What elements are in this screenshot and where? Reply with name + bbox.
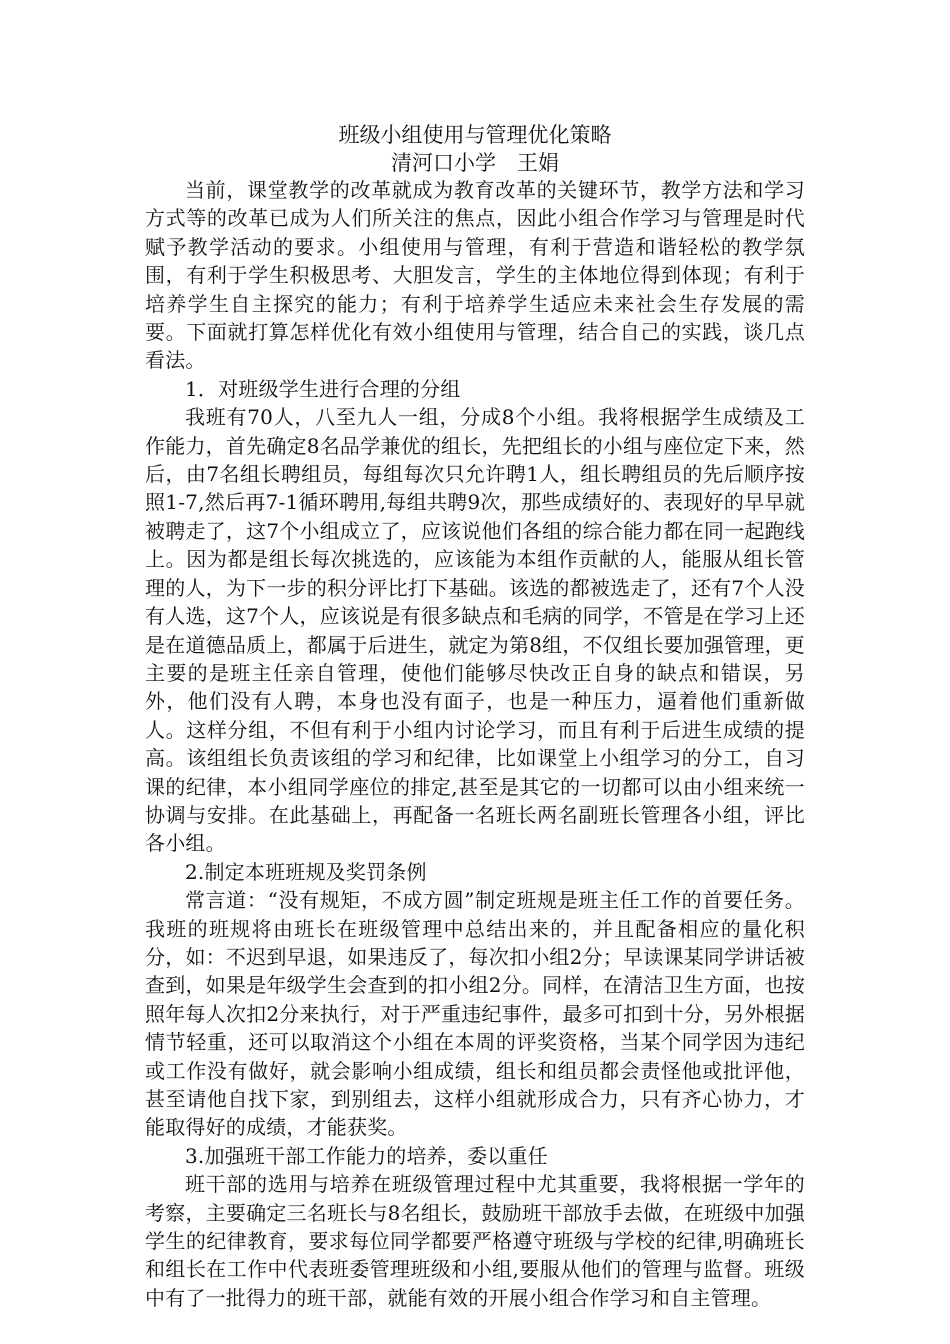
document-author: 清河口小学 王娟 (391, 151, 559, 175)
section-1-paragraph: 我班有70人，八至九人一组，分成8个小组。我将根据学生成绩及工作能力，首先确定8名品学兼优的组长，先把组长的小组与座位定下来，然后，由7名组长聘组员，每组每次只允许聘1人，组长聘组员的先后顺序按照1-7,然后再7-1循环聘用,每组共聘9次，那些成绩好的、表现好的早早就被聘走了，这7个小组成立了，应该说他们各组的综合能力都在同一起跑线上。因为都是组长每次挑选的，应该能为本组作贡献的人，能服从组长管理的人，为下一步的积分评比打下基础。该选的都被选走了，还有7个人没有人选，这7个人，应该说是有很多缺点和毛病的同学，不管是在学习上还是在道德品质上，都属于后进生，就定为第8组，不仅组长要加强管理，更主要的是班主任亲自管理，使他们能够尽快改正自身的缺点和错误，另外，他们没有人聘，本身也没有面子，也是一种压力，逼着他们重新做人。这样分组，不但有利于小组内讨论学习，而且有利于后进生成绩的提高。该组组长负责该组的学习和纪律，比如课堂上小组学习的分工，自习课的纪律，本小组同学座位的排定,甚至是其它的一切都可以由小组来统一协调与安排。在此基础上，再配备一名班长两名副班长管理各小组，评比各小组。 (145, 405, 805, 856)
document-title: 班级小组使用与管理优化策略 (338, 123, 612, 147)
section-heading-2: 2.制定本班班规及奖罚条例 (185, 859, 427, 884)
intro-paragraph: 当前，课堂教学的改革就成为教育改革的关键环节，教学方法和学习方式等的改革已成为人们所关注的焦点，因此小组合作学习与管理是时代赋予教学活动的要求。小组使用与管理，有利于营造和谐轻松的教学氛围，有利于学生积极思考、大胆发言，学生的主体地位得到体现；有利于培养学生自主探究的能力；有利于培养学生适应未来社会生存发展的需要。下面就打算怎样优化有效小组使用与管理，结合自己的实践，谈几点看法。 (145, 178, 805, 373)
section-heading-1: 1．对班级学生进行合理的分组 (185, 376, 461, 401)
document-page (145, 120, 805, 1312)
section-heading-3: 3.加强班干部工作能力的培养，委以重任 (185, 1143, 548, 1168)
section-3-paragraph: 班干部的选用与培养在班级管理过程中尤其重要，我将根据一学年的考察，主要确定三名班长与8名组长，鼓励班干部放手去做，在班级中加强学生的纪律教育，要求每位同学都要严格遵守班级与学校的纪律,明确班长和组长在工作中代表班委管理班级和小组,要服从他们的管理与监督。班级中有了一批得力的班干部，就能有效的开展小组合作学习和自主管理。 (145, 1172, 805, 1310)
section-2-paragraph: 常言道：“没有规矩，不成方圆”制定班规是班主任工作的首要任务。我班的班规将由班长在班级管理中总结出来的，并且配备相应的量化积分，如：不迟到早退，如果违反了，每次扣小组2分；早读课某同学讲话被查到，如果是年级学生会查到的扣小组2分。同样，在清洁卫生方面，也按照年每人次扣2分来执行，对于严重违纪事件，最多可扣到十分，另外根据情节轻重，还可以取消这个小组在本周的评奖资格，当某个同学因为违纪或工作没有做好，就会影响小组成绩，组长和组员都会责怪他或批评他，甚至请他自找下家，到别组去，这样小组就形成合力，只有齐心协力，才能取得好的成绩，才能获奖。 (145, 888, 805, 1140)
